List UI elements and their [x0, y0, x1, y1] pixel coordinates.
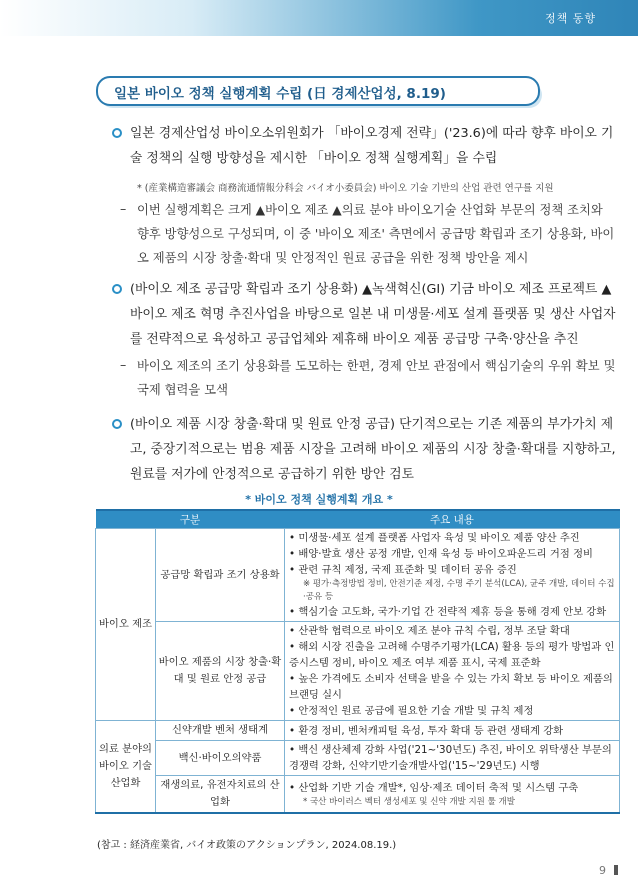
dash-bullet-icon: – [120, 201, 127, 216]
table-header-row [96, 510, 620, 529]
row-note: * 국산 바이러스 벡터 생성세포 및 신약 개발 지원 툴 개발 [303, 796, 515, 807]
row-label: 바이오 제품의 시장 창출·확대 및 원료 안정 공급 [156, 622, 285, 721]
page-marker [614, 865, 618, 875]
list-item: • 미생물·세포 설계 플랫폼 사업자 육성 및 바이오 제품 양산 추진 [289, 532, 580, 544]
dash-bullet-icon: – [120, 357, 127, 372]
paragraph-3: (바이오 제품 시장 창출·확대 및 원료 안정 공급) 단기적으로는 기존 제품의 부가가치 제고, 중장기적으로는 범용 제품 시장을 고려해 바이오 제품의 시장 창출·확대를 지향하고, 원료를 저가에 안정적으로 공급하기 위한 방안 검토 [130, 417, 616, 482]
list-item: • 백신 생산체제 강화 사업('21~'30년도) 추진, 바이오 위탁생산 부문의 경쟁력 강화, 신약기반기술개발사업('15~'29년도) 시행 [289, 744, 612, 772]
paragraph-1: 일본 경제산업성 바이오소위원회가 「바이오경제 전략」('23.6)에 따라 향후 바이오 기술 정책의 실행 방향성을 제시한 「바이오 정책 실행계획」을 수립 [130, 126, 614, 166]
list-item: • 안정적인 원료 공급에 필요한 기술 개발 및 규칙 제정 [289, 705, 534, 717]
row-content [285, 776, 620, 814]
source-note: (참고 : 経済産業省, バイオ政策のアクションプラン, 2024.08.19.) [97, 840, 397, 851]
footnote-1: * (産業構造審議会 商務流通情報分科会 バイオ小委員会) 바이오 기술 기반의 산업 관련 연구를 지원 [137, 183, 554, 194]
page-number: 9 [599, 864, 606, 877]
header-content: 주요 내용 [285, 510, 620, 529]
paragraph-2: (바이오 제조 공급망 확립과 조기 상용화) ▲녹색혁신(GI) 기금 바이오 제조 프로젝트 ▲바이오 제조 혁명 추진사업을 바탕으로 일본 내 미생물·세포 설계 플랫폼 및 생산 사업자를 전략적으로 육성하고 공급업체와 제휴해 바이오 제품 공급망 구축·양산을 추진 [130, 282, 616, 347]
row-note: ※ 평가·측정방법 정비, 안전기준 제정, 수명 주기 분석(LCA), 균주 개발, 데이터 수집·공유 등 [303, 579, 615, 602]
list-item: • 관련 규칙 제정, 국제 표준화 및 데이터 공유 증진 [289, 564, 517, 576]
header-bar [0, 0, 638, 36]
list-item: • 배양·발효 생산 공정 개발, 인재 육성 등 바이오파운드리 거점 정비 [289, 548, 593, 560]
category-medical: 의료 분야의 바이오 기술 산업화 [96, 721, 156, 814]
row-label: 공급망 확립과 조기 상용화 [156, 529, 285, 622]
circle-bullet-icon [112, 128, 122, 138]
row-content [285, 721, 620, 741]
list-item: • 높은 가격에도 소비자 선택을 받을 수 있는 가치 확보 등 바이오 제품의 브랜딩 실시 [289, 673, 613, 701]
row-content [285, 741, 620, 776]
list-item: • 산업화 기반 기술 개발*, 임상·제조 데이터 축적 및 시스템 구축 [289, 781, 579, 794]
summary-table [95, 509, 620, 814]
list-item: • 산관학 협력으로 바이오 제조 분야 규칙 수립, 정부 조달 확대 [289, 625, 570, 637]
row-label: 재생의료, 유전자치료의 산업화 [156, 776, 285, 814]
category-bio-manufacturing: 바이오 제조 [96, 529, 156, 721]
table-row [96, 741, 620, 776]
row-content [285, 622, 620, 721]
circle-bullet-icon [112, 284, 122, 294]
list-item: • 핵심기술 고도화, 국가·기업 간 전략적 제휴 등을 통해 경제 안보 강화 [289, 606, 607, 618]
title-box [96, 76, 540, 106]
table-row [96, 776, 620, 814]
row-label: 신약개발 벤처 생태계 [156, 721, 285, 741]
row-label: 백신·바이오의약품 [156, 741, 285, 776]
list-item: • 해외 시장 진출을 고려해 수명주기평가(LCA) 활용 등의 평가 방법과 인증시스템 정비, 바이오 제조 여부 제품 표시, 국제 표준화 [289, 641, 615, 669]
table-row [96, 529, 620, 622]
table-row [96, 622, 620, 721]
page-title: 일본 바이오 정책 실행계획 수립 (日 경제산업성, 8.19) [114, 86, 446, 102]
table-caption: * 바이오 정책 실행계획 개요 * [245, 493, 393, 506]
circle-bullet-icon [112, 419, 122, 429]
sub-paragraph-2: 바이오 제조의 조기 상용화를 도모하는 한편, 경제 안보 관점에서 핵심기술의 우위 확보 및 국제 협력을 모색 [137, 359, 616, 397]
header-category: 구분 [96, 510, 285, 529]
section-label: 정책 동향 [544, 12, 596, 25]
list-item: • 환경 정비, 벤처캐피털 육성, 투자 확대 등 관련 생태계 강화 [289, 724, 564, 737]
row-content [285, 529, 620, 622]
sub-paragraph-1: 이번 실행계획은 크게 ▲바이오 제조 ▲의료 분야 바이오기술 산업화 부문의 정책 조치와 향후 방향성으로 구성되며, 이 중 '바이오 제조' 측면에서 공급망 확립과 조기 상용화, 바이오 제품의 시장 창출·확대 및 안정적인 원료 공급을 위한 정책 방안을 제시 [137, 203, 615, 265]
table-row [96, 721, 620, 741]
